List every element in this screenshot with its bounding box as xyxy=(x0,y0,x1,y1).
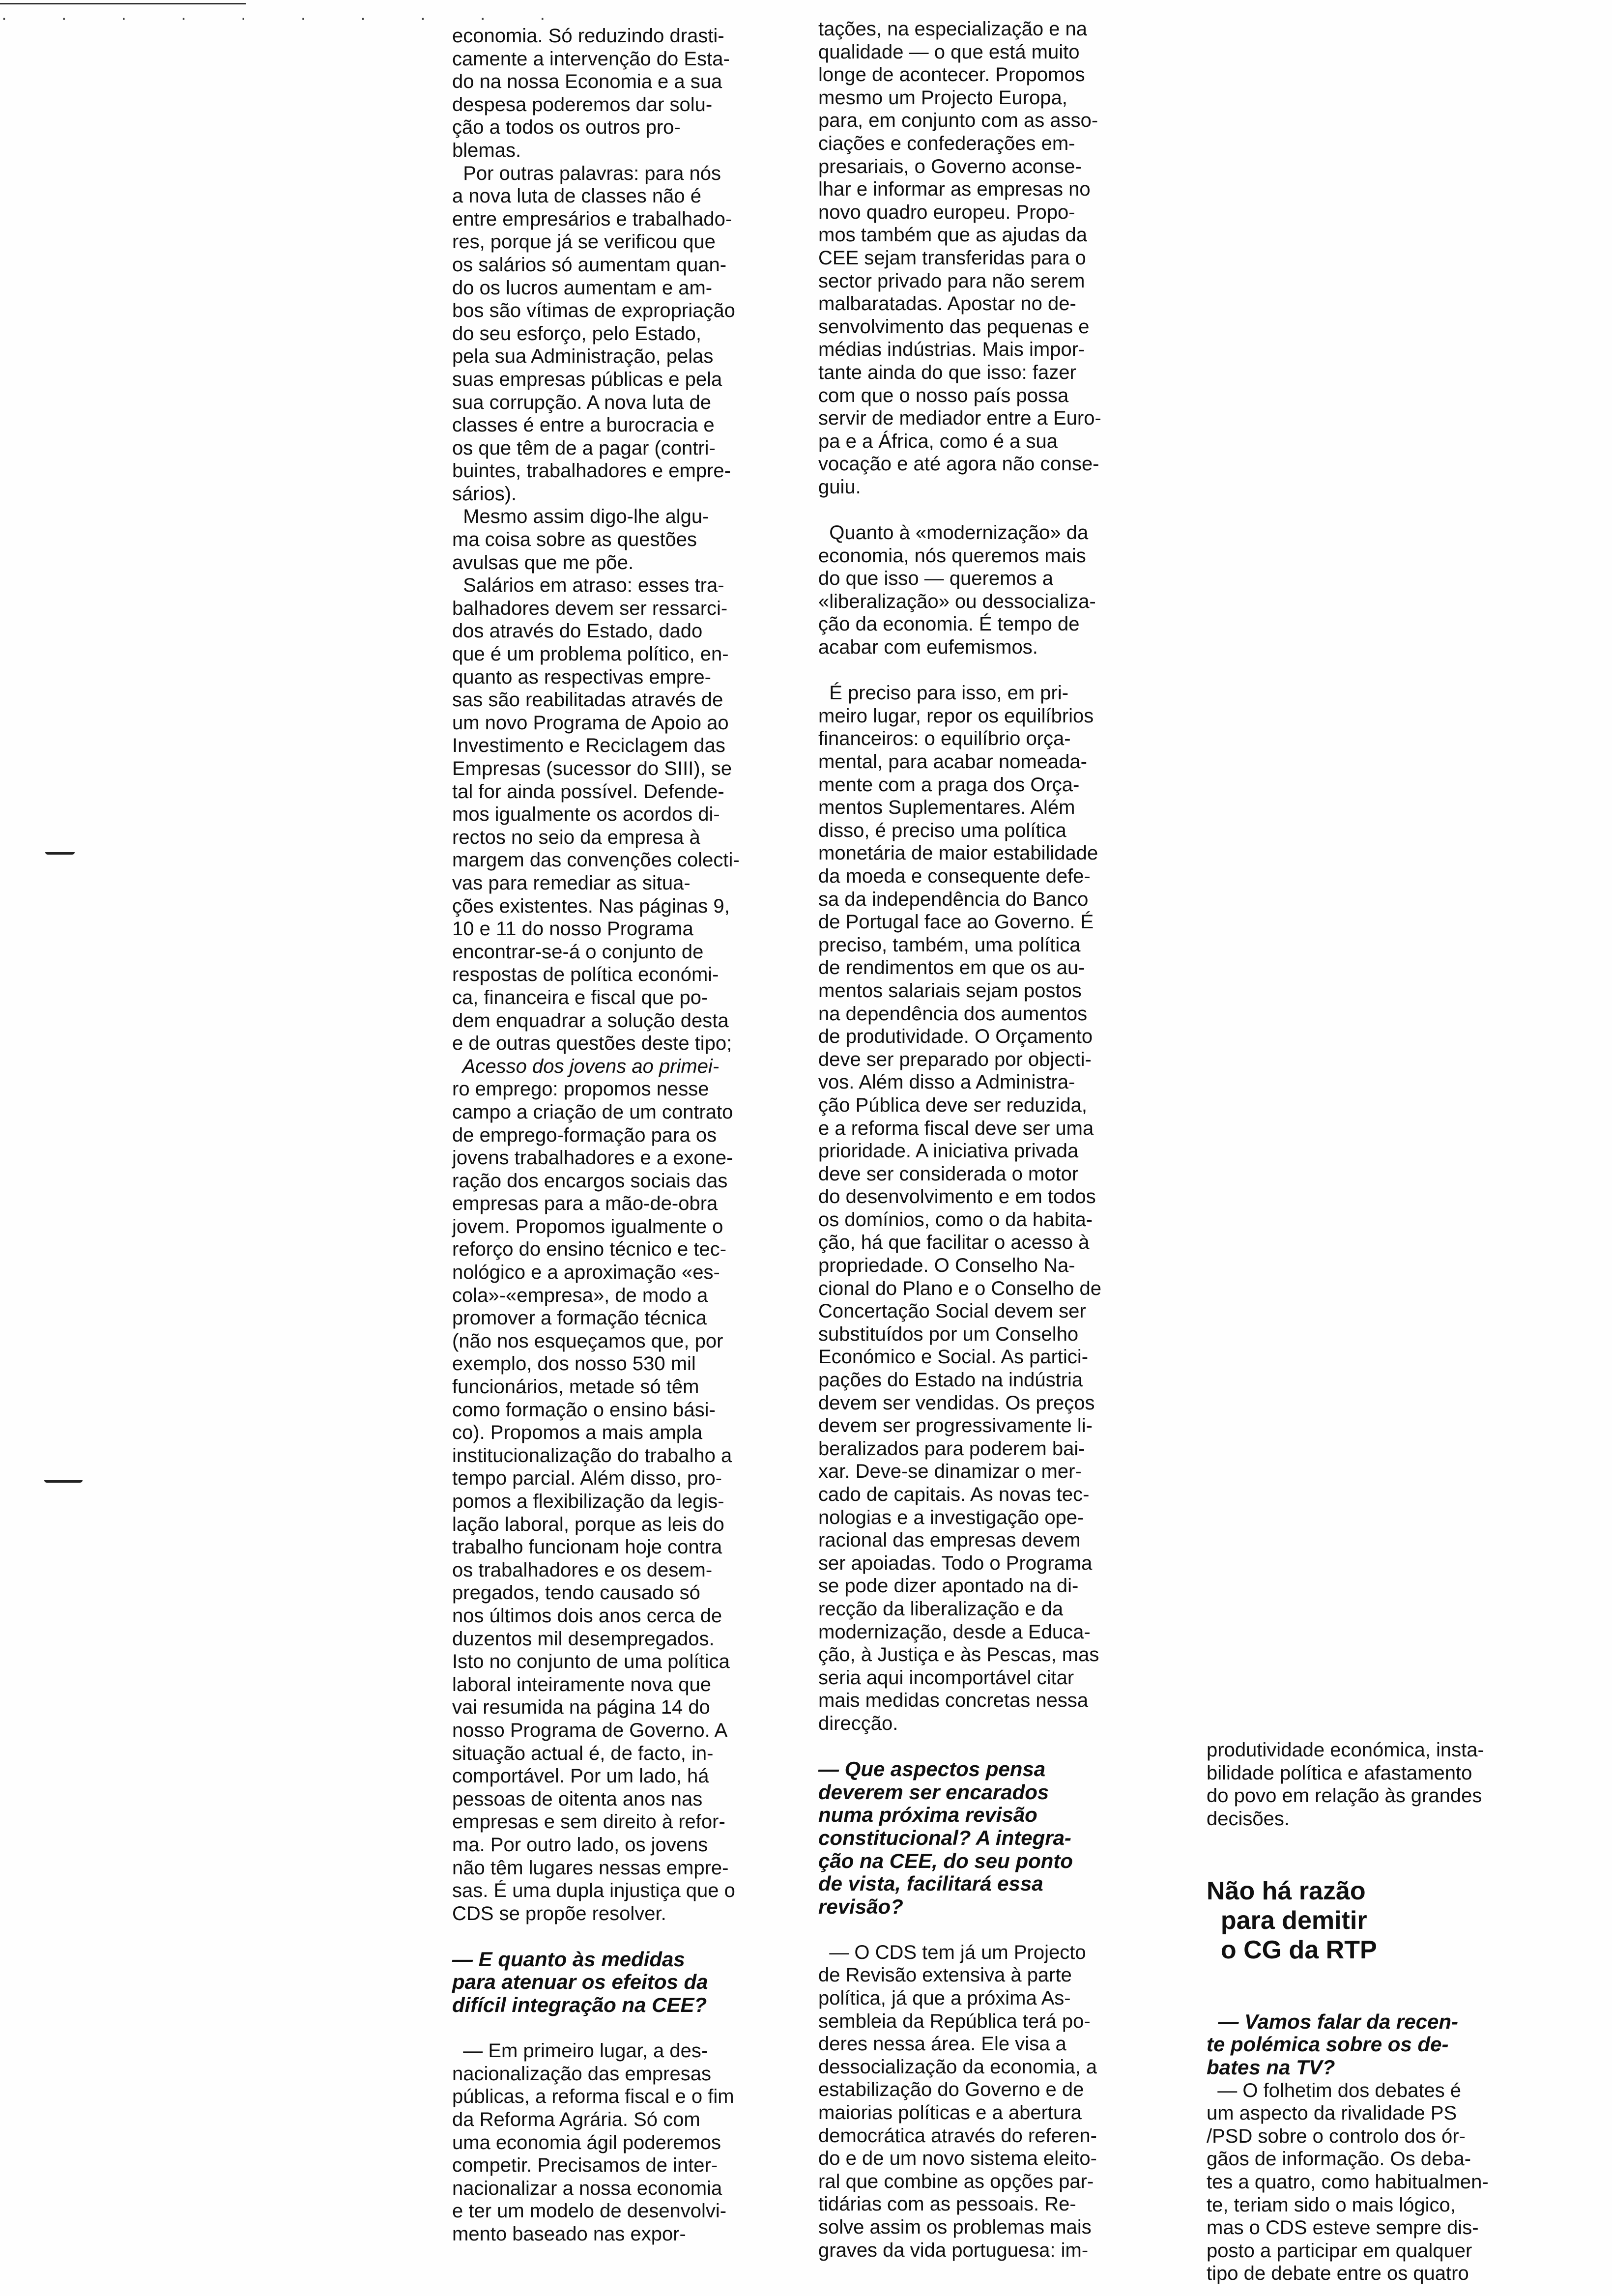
article-text-line xyxy=(1207,1853,1531,1876)
article-text-line: nacionalização das empresas xyxy=(452,2063,711,2085)
article-text-line: avulsas que me põe. xyxy=(452,551,634,574)
article-text-line: e a reforma fiscal deve ser uma xyxy=(818,1117,1094,1139)
article-text-line: deve ser considerada o motor xyxy=(818,1163,1079,1185)
article-text-line xyxy=(452,1925,806,1948)
article-text-line: vocação e até agora não conse- xyxy=(818,453,1099,475)
article-text-line: longe de acontecer. Propomos xyxy=(818,64,1085,86)
article-text-line: sector privado para não serem xyxy=(818,270,1085,292)
article-text-line: pa e a África, como é a sua xyxy=(818,430,1058,452)
article-text-line: nológico e a aproximação «es- xyxy=(452,1262,720,1284)
article-text-line: malbaratadas. Apostar no de- xyxy=(818,293,1076,315)
article-text-line: de rendimentos em que os au- xyxy=(818,957,1085,979)
article-text-line xyxy=(1207,1965,1531,1988)
article-text-line xyxy=(818,498,1172,521)
article-text-line: nos últimos dois anos cerca de xyxy=(452,1605,722,1627)
article-text-line: sembleia da República terá po- xyxy=(818,2010,1091,2032)
interview-question-line: revisão? xyxy=(818,1894,903,1918)
article-text-line: campo a criação de um contrato xyxy=(452,1101,733,1123)
article-text-line: sários). xyxy=(452,483,517,505)
article-text-line: com que o nosso país possa xyxy=(818,384,1069,406)
article-text-line: dessocialização da economia, a xyxy=(818,2056,1097,2078)
article-text-line: ção a todos os outros pro- xyxy=(452,116,681,139)
article-text-line: cado de capitais. As novas tec- xyxy=(818,1484,1090,1505)
article-text-line: sua corrupção. A nova luta de xyxy=(452,391,712,413)
article-text-line xyxy=(1207,1987,1531,2010)
article-text-line: estabilização do Governo e de xyxy=(818,2079,1084,2101)
article-text-line: devem ser vendidas. Os preços xyxy=(818,1392,1095,1414)
article-text-line: modernização, desde a Educa- xyxy=(818,1621,1091,1643)
article-text-line: ma coisa sobre as questões xyxy=(452,529,697,551)
article-text-line: mental, para acabar nomeada- xyxy=(818,751,1087,773)
article-text-line: do seu esforço, pelo Estado, xyxy=(452,322,701,344)
interview-question-line: ção na CEE, do seu ponto xyxy=(818,1849,1073,1872)
interview-question-line: deverem ser encarados xyxy=(818,1780,1049,1804)
article-text-line: na dependência dos aumentos xyxy=(818,1003,1088,1025)
article-text-line: acabar com eufemismos. xyxy=(818,636,1038,659)
article-text-line: mento baseado nas expor- xyxy=(452,2223,686,2245)
article-text-line: mos igualmente os acordos di- xyxy=(452,804,720,826)
article-text-line: devem ser progressivamente li- xyxy=(818,1415,1093,1437)
article-text-line: mais medidas concretas nessa xyxy=(818,1690,1089,1712)
article-text-line: economia, nós queremos mais xyxy=(818,545,1086,567)
article-text-line: Económico e Social. As partici- xyxy=(818,1346,1089,1368)
article-text-line: democrática através do referen- xyxy=(818,2124,1097,2147)
article-text-line: a nova luta de classes não é xyxy=(452,185,702,207)
article-text-line: sa da independência do Banco xyxy=(818,888,1089,910)
article-text-line: ciações e confederações em- xyxy=(818,132,1075,154)
article-text-line: médias indústrias. Mais impor- xyxy=(818,339,1085,361)
interview-question-line: constitucional? A integra- xyxy=(818,1826,1071,1849)
article-text-line: institucionalização do trabalho a xyxy=(452,1444,732,1466)
scan-mark-upper xyxy=(45,852,75,855)
article-text-line: cola»-«empresa», de modo a xyxy=(452,1284,708,1306)
article-text-line: ção, há que facilitar o acesso à xyxy=(818,1232,1090,1254)
article-text-line: nosso Programa de Governo. A xyxy=(452,1719,728,1741)
article-text-line: graves da vida portuguesa: im- xyxy=(818,2239,1089,2261)
article-text-line: meiro lugar, repor os equilíbrios xyxy=(818,705,1094,727)
article-text-line: mas o CDS esteve sempre dis- xyxy=(1207,2217,1479,2239)
article-text-line: um aspecto da rivalidade PS xyxy=(1207,2102,1457,2124)
article-text-line: Investimento e Reciclagem das xyxy=(452,735,725,757)
interview-question-line: para atenuar os efeitos da xyxy=(452,1970,708,1994)
article-text-line: competir. Precisamos de inter- xyxy=(452,2154,718,2177)
article-text-line: mentos Suplementares. Além xyxy=(818,797,1075,819)
article-text-line: res, porque já se verificou que xyxy=(452,231,716,253)
article-text-line: direcção. xyxy=(818,1712,898,1734)
article-text-line: (não nos esqueçamos que, por xyxy=(452,1330,723,1352)
article-text-line: tações, na especialização e na xyxy=(818,18,1088,40)
article-text-line: não têm lugares nessas empre- xyxy=(452,1857,729,1879)
article-text-line: presariais, o Governo aconse- xyxy=(818,155,1082,177)
article-text-line xyxy=(818,1735,1172,1758)
article-text-line: jovem. Propomos igualmente o xyxy=(452,1215,723,1237)
article-text-line xyxy=(1207,1830,1531,1853)
article-text-line: os trabalhadores e os desem- xyxy=(452,1559,713,1581)
article-text-line: financeiros: o equilíbrio orça- xyxy=(818,728,1071,750)
article-text-line: decisões. xyxy=(1207,1808,1290,1830)
article-text-line: nologias e a investigação ope- xyxy=(818,1506,1084,1528)
article-text-line: camente a intervenção do Esta- xyxy=(452,48,730,70)
article-text-line: da moeda e consequente defe- xyxy=(818,865,1091,887)
article-text-line: os domínios, como o da habita- xyxy=(818,1208,1093,1231)
article-text-line: que é um problema político, en- xyxy=(452,643,729,665)
article-text-line: despesa poderemos dar solu- xyxy=(452,93,713,115)
article-text-line: tempo parcial. Além disso, pro- xyxy=(452,1467,722,1490)
article-text-line: racional das empresas devem xyxy=(818,1529,1081,1551)
article-text-line: uma economia ágil poderemos xyxy=(452,2131,721,2153)
article-text-line: um novo Programa de Apoio ao xyxy=(452,712,729,734)
article-text-line: tidárias com as pessoais. Re- xyxy=(818,2193,1076,2215)
article-text-line: mentos salariais sejam postos xyxy=(818,979,1082,1002)
article-text-line: da Reforma Agrária. Só com xyxy=(452,2109,700,2131)
article-text-line: os salários só aumentam quan- xyxy=(452,254,727,276)
article-text-line: respostas de política económi- xyxy=(452,964,719,986)
article-text-line: mos também que as ajudas da xyxy=(818,224,1087,246)
article-text-line: do os lucros aumentam e am- xyxy=(452,277,713,299)
article-text-line: ção Pública deve ser reduzida, xyxy=(818,1094,1087,1116)
article-column-3 xyxy=(1207,1739,1531,2285)
article-text-line: servir de mediador entre a Euro- xyxy=(818,407,1101,430)
article-text-line: do povo em relação às grandes xyxy=(1207,1785,1482,1807)
article-text-line: Empresas (sucessor do SIII), se xyxy=(452,758,732,779)
article-text-line: pessoas de oitenta anos nas xyxy=(452,1788,703,1810)
article-text-line: xar. Deve-se dinamizar o mer- xyxy=(818,1461,1082,1483)
article-text-line: dem enquadrar a solução desta xyxy=(452,1009,729,1032)
article-text-line: e de outras questões deste tipo; xyxy=(452,1033,732,1055)
article-text-line: de emprego-formação para os xyxy=(452,1124,717,1146)
article-text-line: do e de um novo sistema eleito- xyxy=(818,2148,1097,2170)
section-heading-line: para demitir xyxy=(1207,1906,1367,1935)
article-text-line: do na nossa Economia e a sua xyxy=(452,71,722,93)
article-text-line: tante ainda do que isso: fazer xyxy=(818,361,1076,383)
article-text-line: «liberalização» ou dessocializa- xyxy=(818,590,1096,612)
article-text-line: situação actual é, de facto, in- xyxy=(452,1742,714,1764)
article-text-line: — O CDS tem já um Projecto xyxy=(818,1941,1086,1963)
article-text-line: laboral inteiramente nova que xyxy=(452,1673,712,1695)
article-text-line: mesmo um Projecto Europa, xyxy=(818,86,1067,109)
article-text-line: pações do Estado na indústria xyxy=(818,1369,1083,1391)
article-text-line: 10 e 11 do nosso Programa xyxy=(452,918,693,940)
article-text-line: tipo de debate entre os quatro xyxy=(1207,2263,1469,2285)
article-text-line: CDS se propõe resolver. xyxy=(452,1902,666,1924)
article-text-line: economia. Só reduzindo drasti- xyxy=(452,25,724,47)
article-text-line xyxy=(818,1918,1172,1941)
article-text-line: pregados, tendo causado só xyxy=(452,1582,700,1604)
interview-question-line: — Vamos falar da recen- xyxy=(1207,2009,1458,2033)
article-text-line: ro emprego: propomos nesse xyxy=(452,1078,709,1100)
scan-mark-lower xyxy=(44,1480,83,1483)
interview-question-line: difícil integração na CEE? xyxy=(452,1993,707,2017)
article-text-line: funcionários, metade só têm xyxy=(452,1376,699,1398)
article-text-line: ser apoiadas. Todo o Programa xyxy=(818,1552,1093,1574)
article-text-line: Mesmo assim digo-lhe algu- xyxy=(452,506,709,528)
article-text-line: propriedade. O Conselho Na- xyxy=(818,1255,1075,1277)
article-text-line: se pode dizer apontado na di- xyxy=(818,1575,1079,1597)
article-text-line: de Portugal face ao Governo. É xyxy=(818,911,1094,933)
article-text-line: deve ser preparado por objecti- xyxy=(818,1048,1092,1070)
article-text-line: guiu. xyxy=(818,476,861,498)
article-text-line: dos através do Estado, dado xyxy=(452,620,703,642)
article-text-line xyxy=(818,659,1172,682)
article-text-line: e ter um modelo de desenvolvi- xyxy=(452,2200,727,2222)
article-text-line: tes a quatro, como habitualmen- xyxy=(1207,2171,1489,2193)
article-column-2 xyxy=(818,18,1172,2262)
article-text-line: novo quadro europeu. Propo- xyxy=(818,201,1075,223)
article-text-line: substituídos por um Conselho xyxy=(818,1323,1079,1345)
article-text-line: lação laboral, porque as leis do xyxy=(452,1513,724,1535)
article-text-line: senvolvimento das pequenas e xyxy=(818,316,1090,338)
article-text-line: encontrar-se-á o conjunto de xyxy=(452,941,704,963)
article-text-line: Salários em atraso: esses tra- xyxy=(452,574,724,597)
interview-question-line: de vista, facilitará essa xyxy=(818,1872,1043,1895)
article-text-line: blemas. xyxy=(452,139,521,161)
article-text-line: produtividade económica, insta- xyxy=(1207,1739,1484,1761)
article-text-line: ração dos encargos sociais das xyxy=(452,1170,728,1192)
article-text-line: monetária de maior estabilidade xyxy=(818,842,1098,864)
article-text-line: empresas para a mão-de-obra xyxy=(452,1193,718,1215)
article-text-line: os que têm de a pagar (contri- xyxy=(452,437,716,459)
article-text-line: lhar e informar as empresas no xyxy=(818,178,1091,201)
article-text-line: Isto no conjunto de uma política xyxy=(452,1651,730,1673)
article-text-line: de Revisão extensiva à parte xyxy=(818,1964,1072,1986)
article-text-line: do que isso — queremos a xyxy=(818,568,1054,590)
article-text-line: sas são reabilitadas através de xyxy=(452,689,723,711)
article-text-line: mente com a praga dos Orça- xyxy=(818,774,1080,796)
interview-question-line: — Que aspectos pensa xyxy=(818,1757,1046,1781)
article-text-line: ral que combine as opções par- xyxy=(818,2170,1094,2192)
article-text-line: gãos de informação. Os deba- xyxy=(1207,2148,1471,2170)
article-text-line: sas. É uma dupla injustiça que o xyxy=(452,1880,735,1902)
article-text-line: duzentos mil desempregados. xyxy=(452,1628,715,1650)
article-text-line: qualidade — o que está muito xyxy=(818,41,1080,63)
article-text-line: rectos no seio da empresa à xyxy=(452,826,700,848)
article-text-line: vai resumida na página 14 do xyxy=(452,1696,710,1719)
article-text-line: ção, à Justiça e às Pescas, mas xyxy=(818,1644,1099,1666)
article-text-line: públicas, a reforma fiscal e o fim xyxy=(452,2086,734,2108)
article-text-line: balhadores devem ser ressarci- xyxy=(452,597,728,619)
article-text-line: seria aqui incomportável citar xyxy=(818,1666,1074,1689)
article-text-line: classes é entre a burocracia e xyxy=(452,414,715,436)
article-text-line: como formação o ensino bási- xyxy=(452,1399,716,1421)
article-text-line: entre empresários e trabalhado- xyxy=(452,208,732,230)
article-text-line: disso, é preciso uma política xyxy=(818,819,1066,841)
article-text-line: quanto as respectivas empre- xyxy=(452,666,711,688)
article-text-line: preciso, também, uma política xyxy=(818,934,1081,956)
article-text-line: ca, financeira e fiscal que po- xyxy=(452,986,708,1008)
article-text-line: suas empresas públicas e pela xyxy=(452,368,722,390)
article-text-line: solve assim os problemas mais xyxy=(818,2216,1092,2238)
article-text-line: bilidade política e afastamento xyxy=(1207,1762,1472,1784)
article-text-line: pela sua Administração, pelas xyxy=(452,345,714,368)
article-text-line: deres nessa área. Ele visa a xyxy=(818,2033,1066,2055)
article-text-line: prioridade. A iniciativa privada xyxy=(818,1140,1079,1162)
interview-question-line: te polémica sobre os de- xyxy=(1207,2033,1449,2056)
article-text-line: reforço do ensino técnico e tec- xyxy=(452,1238,727,1261)
section-heading-line: Não há razão xyxy=(1207,1876,1366,1905)
scan-dots: · · · · · · · · · · xyxy=(0,11,569,27)
article-text-line: nacionalizar a nossa economia xyxy=(452,2177,722,2199)
article-text-line: cional do Plano e o Conselho de xyxy=(818,1277,1101,1299)
article-text-line: vas para remediar as situa- xyxy=(452,872,691,894)
interview-question-line: — E quanto às medidas xyxy=(452,1947,685,1971)
article-text-line: Por outras palavras: para nós xyxy=(452,162,721,184)
article-text-line: empresas e sem direito à refor- xyxy=(452,1811,725,1833)
article-text-line: É preciso para isso, em pri- xyxy=(818,682,1069,704)
article-text-line: Acesso dos jovens ao primei- xyxy=(452,1055,720,1077)
article-text-line: comportável. Por um lado, há xyxy=(452,1765,709,1787)
article-text-line: posto a participar em qualquer xyxy=(1207,2239,1472,2262)
article-text-line: Concertação Social devem ser xyxy=(818,1300,1086,1322)
article-text-line: te, teriam sido o mais lógico, xyxy=(1207,2194,1456,2216)
article-text-line: beralizados para poderem bai- xyxy=(818,1437,1085,1460)
article-text-line: para, em conjunto com as asso- xyxy=(818,110,1098,132)
article-text-line: buintes, trabalhadores e empre- xyxy=(452,460,731,482)
article-text-line: — Em primeiro lugar, a des- xyxy=(452,2040,708,2062)
article-text-line: promover a formação técnica xyxy=(452,1307,707,1329)
article-text-line: /PSD sobre o controlo dos ór- xyxy=(1207,2125,1466,2147)
article-text-line: tal for ainda possível. Defende- xyxy=(452,780,724,803)
article-text-line: bos são vítimas de expropriação xyxy=(452,300,735,322)
article-text-line: maiorias políticas e a abertura xyxy=(818,2102,1082,2124)
article-text-line: jovens trabalhadores e a exone- xyxy=(452,1147,733,1169)
article-text-line: vos. Além disso a Administra- xyxy=(818,1071,1075,1093)
article-text-line: exemplo, dos nosso 530 mil xyxy=(452,1353,696,1375)
article-text-line: ção da economia. É tempo de xyxy=(818,613,1080,635)
article-text-line: — O folhetim dos debates é xyxy=(1207,2079,1462,2101)
top-rule xyxy=(0,3,246,4)
interview-question-line: bates na TV? xyxy=(1207,2055,1335,2079)
article-text-line: margem das convenções colecti- xyxy=(452,849,740,871)
article-text-line: CEE sejam transferidas para o xyxy=(818,247,1086,269)
interview-question-line: numa próxima revisão xyxy=(818,1803,1037,1827)
article-text-line: do desenvolvimento e em todos xyxy=(818,1186,1096,1208)
article-text-line xyxy=(452,2017,806,2040)
section-heading-line: o CG da RTP xyxy=(1207,1935,1377,1964)
article-text-line: Quanto à «modernização» da xyxy=(818,522,1089,544)
article-text-line: política, já que a próxima As- xyxy=(818,1987,1071,2009)
article-text-line: co). Propomos a mais ampla xyxy=(452,1422,703,1444)
article-text-line: ções existentes. Nas páginas 9, xyxy=(452,895,730,917)
article-text-line: recção da liberalização e da xyxy=(818,1598,1064,1620)
article-column-1 xyxy=(452,25,806,2246)
article-text-line: pomos a flexibilização da legis- xyxy=(452,1491,724,1512)
article-text-line: de produtividade. O Orçamento xyxy=(818,1026,1093,1048)
article-text-line: trabalho funcionam hoje contra xyxy=(452,1536,722,1558)
article-text-line: ma. Por outro lado, os jovens xyxy=(452,1834,708,1856)
